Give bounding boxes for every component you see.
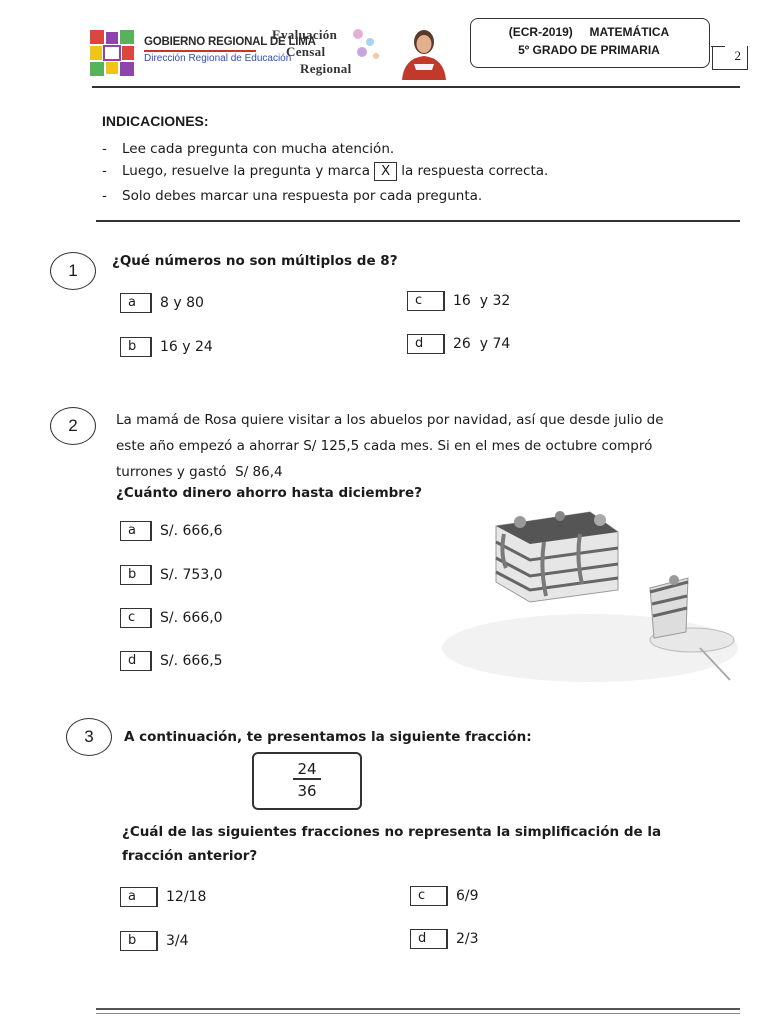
q2-option-d[interactable] [120, 650, 223, 672]
option-text: 26 y 74 [453, 335, 511, 352]
option-letter: a [120, 887, 158, 907]
option-text: S/. 666,0 [160, 609, 223, 626]
q2-option-b[interactable] [120, 564, 223, 586]
gov-subtitle: Dirección Regional de Educación [144, 53, 292, 64]
footer-divider [96, 1008, 740, 1010]
instruction-2-text-pre: Luego, resuelve la pregunta y marca [122, 163, 370, 179]
question-3-number: 3 [66, 718, 112, 756]
q1-option-b[interactable] [120, 336, 213, 358]
gov-title: GOBIERNO REGIONAL DE LIMA [144, 36, 316, 48]
q3-option-a[interactable] [120, 886, 206, 908]
question-2-text: ¿Cuánto dinero ahorro hasta diciembre? [116, 485, 422, 501]
eval-title-line2: Censal [286, 44, 326, 59]
option-text: 12/18 [166, 888, 207, 905]
instruction-2 [102, 162, 548, 181]
eval-title-line1: Evaluación [272, 27, 338, 42]
option-letter: a [120, 521, 152, 541]
page-number: 2 [712, 46, 748, 70]
mark-example-box: X [374, 162, 397, 181]
fraction-box [252, 752, 362, 810]
fraction-bar [293, 778, 321, 780]
decorative-shapes-icon [346, 24, 386, 64]
option-letter: b [120, 931, 158, 951]
instructions-divider [96, 220, 740, 222]
exam-grade: 5º GRADO DE PRIMARIA [518, 43, 660, 57]
q1-option-d[interactable] [407, 333, 510, 355]
eval-title-line3: Regional [300, 61, 352, 76]
footer-divider-secondary [96, 1013, 740, 1014]
instruction-2-text-post: la respuesta correcta. [401, 163, 549, 179]
option-letter: c [407, 291, 445, 311]
question-1-text: ¿Qué números no son múltiplos de 8? [112, 253, 398, 269]
option-text: 8 y 80 [160, 294, 204, 311]
q1-option-a[interactable] [120, 292, 204, 314]
q2-option-a[interactable] [120, 520, 223, 542]
question-2-line-2: este año empezó a ahorrar S/ 125,5 cada mes. Si en el mes de octubre compró [116, 438, 653, 454]
question-2-paragraph [116, 407, 740, 485]
fraction-numerator: 24 [297, 760, 317, 778]
option-text: 6/9 [456, 887, 479, 904]
q1-option-c[interactable] [407, 290, 510, 312]
instructions-heading: INDICACIONES: [102, 113, 209, 129]
fraction-denominator: 36 [297, 781, 317, 800]
gobierno-logo [88, 28, 136, 78]
instruction-3 [102, 188, 482, 204]
q3-option-c[interactable] [410, 885, 479, 907]
option-text: 3/4 [166, 932, 189, 949]
q2-option-c[interactable] [120, 607, 223, 629]
option-letter: d [120, 651, 152, 671]
cake-illustration [440, 498, 740, 690]
option-letter: c [410, 886, 448, 906]
instruction-1-text: Lee cada pregunta con mucha atención. [122, 141, 395, 157]
question-2-number: 2 [50, 407, 96, 445]
header-divider [92, 86, 740, 88]
bullet-dash: - [102, 188, 107, 204]
option-letter: b [120, 565, 152, 585]
option-letter: d [407, 334, 445, 354]
q3-option-d[interactable] [410, 928, 479, 950]
instruction-1 [102, 141, 394, 157]
gov-title-underline [144, 50, 256, 52]
option-text: S/. 753,0 [160, 566, 223, 583]
question-3-line-2: fracción anterior? [122, 848, 258, 864]
exam-code-subject: (ECR-2019) MATEMÁTICA [508, 25, 670, 39]
option-letter: b [120, 337, 152, 357]
question-3-line-1: ¿Cuál de las siguientes fracciones no representa la simplificación de la [122, 824, 662, 840]
question-1-number: 1 [50, 252, 96, 290]
option-letter: c [120, 608, 152, 628]
option-letter: a [120, 293, 152, 313]
bullet-dash: - [102, 163, 107, 179]
option-letter: d [410, 929, 448, 949]
q3-option-b[interactable] [120, 930, 189, 952]
bullet-dash: - [102, 141, 107, 157]
instruction-3-text: Solo debes marcar una respuesta por cada pregunta. [122, 188, 483, 204]
option-text: 16 y 32 [453, 292, 511, 309]
option-text: 2/3 [456, 930, 479, 947]
option-text: 16 y 24 [160, 338, 213, 355]
question-2-line-1: La mamá de Rosa quiere visitar a los abuelos por navidad, así que desde julio de [116, 412, 664, 428]
option-text: S/. 666,5 [160, 652, 223, 669]
option-text: S/. 666,6 [160, 522, 223, 539]
student-girl-illustration [384, 24, 464, 80]
question-2-line-3: turrones y gastó S/ 86,4 [116, 464, 283, 480]
question-3-intro: A continuación, te presentamos la siguiente fracción: [124, 729, 532, 745]
